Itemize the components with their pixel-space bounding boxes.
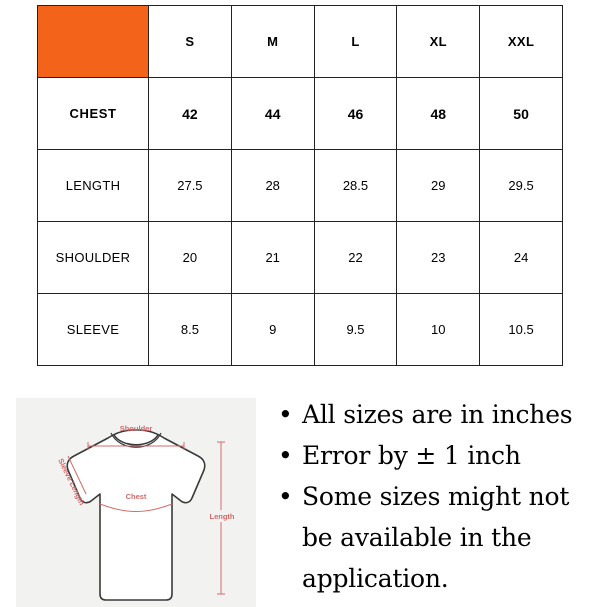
cell-sleeve-l: 9.5 [314, 294, 397, 366]
column-header-m: M [231, 6, 314, 78]
column-header-l: L [314, 6, 397, 78]
cell-chest-m: 44 [231, 78, 314, 150]
cell-shoulder-s: 20 [149, 222, 232, 294]
cell-sleeve-xl: 10 [397, 294, 480, 366]
diagram-label-shoulder: Shoulder [119, 424, 153, 433]
cell-length-l: 28.5 [314, 150, 397, 222]
cell-chest-l: 46 [314, 78, 397, 150]
table-row [38, 222, 563, 294]
table-row [38, 150, 563, 222]
column-header-s: S [149, 6, 232, 78]
table-row [38, 78, 563, 150]
table-corner-swatch [38, 6, 149, 78]
diagram-label-length: Length [209, 512, 235, 521]
cell-length-xxl: 29.5 [480, 150, 563, 222]
note-text-2: Error by ± 1 inch [302, 441, 521, 470]
cell-sleeve-s: 8.5 [149, 294, 232, 366]
table-row [38, 294, 563, 366]
cell-chest-xl: 48 [397, 78, 480, 150]
cell-sleeve-xxl: 10.5 [480, 294, 563, 366]
list-item [274, 394, 600, 435]
diagram-label-sleeve-length: Sleeve Length [56, 456, 87, 507]
cell-length-m: 28 [231, 150, 314, 222]
diagram-label-chest: Chest [125, 492, 147, 501]
bullet-icon: • [278, 441, 293, 470]
column-header-xl: XL [397, 6, 480, 78]
cell-shoulder-xxl: 24 [480, 222, 563, 294]
bullet-icon: • [278, 482, 293, 511]
cell-sleeve-m: 9 [231, 294, 314, 366]
tshirt-measurement-diagram [16, 398, 256, 607]
cell-shoulder-m: 21 [231, 222, 314, 294]
cell-length-xl: 29 [397, 150, 480, 222]
list-item [274, 435, 600, 476]
list-item [274, 476, 600, 599]
cell-shoulder-xl: 23 [397, 222, 480, 294]
cell-length-s: 27.5 [149, 150, 232, 222]
row-label-chest: CHEST [38, 78, 149, 150]
size-table-container [37, 5, 562, 366]
row-label-shoulder: SHOULDER [38, 222, 149, 294]
bullet-icon: • [278, 400, 293, 429]
note-text-1: All sizes are in inches [302, 400, 573, 429]
cell-chest-s: 42 [149, 78, 232, 150]
note-text-3: Some sizes might not be available in the application. [302, 482, 570, 593]
row-label-sleeve: SLEEVE [38, 294, 149, 366]
lower-section [16, 398, 586, 607]
column-header-xxl: XXL [480, 6, 563, 78]
notes-list [274, 394, 600, 599]
cell-shoulder-l: 22 [314, 222, 397, 294]
size-table [37, 5, 563, 366]
row-label-length: LENGTH [38, 150, 149, 222]
table-header-row [38, 6, 563, 78]
cell-chest-xxl: 50 [480, 78, 563, 150]
